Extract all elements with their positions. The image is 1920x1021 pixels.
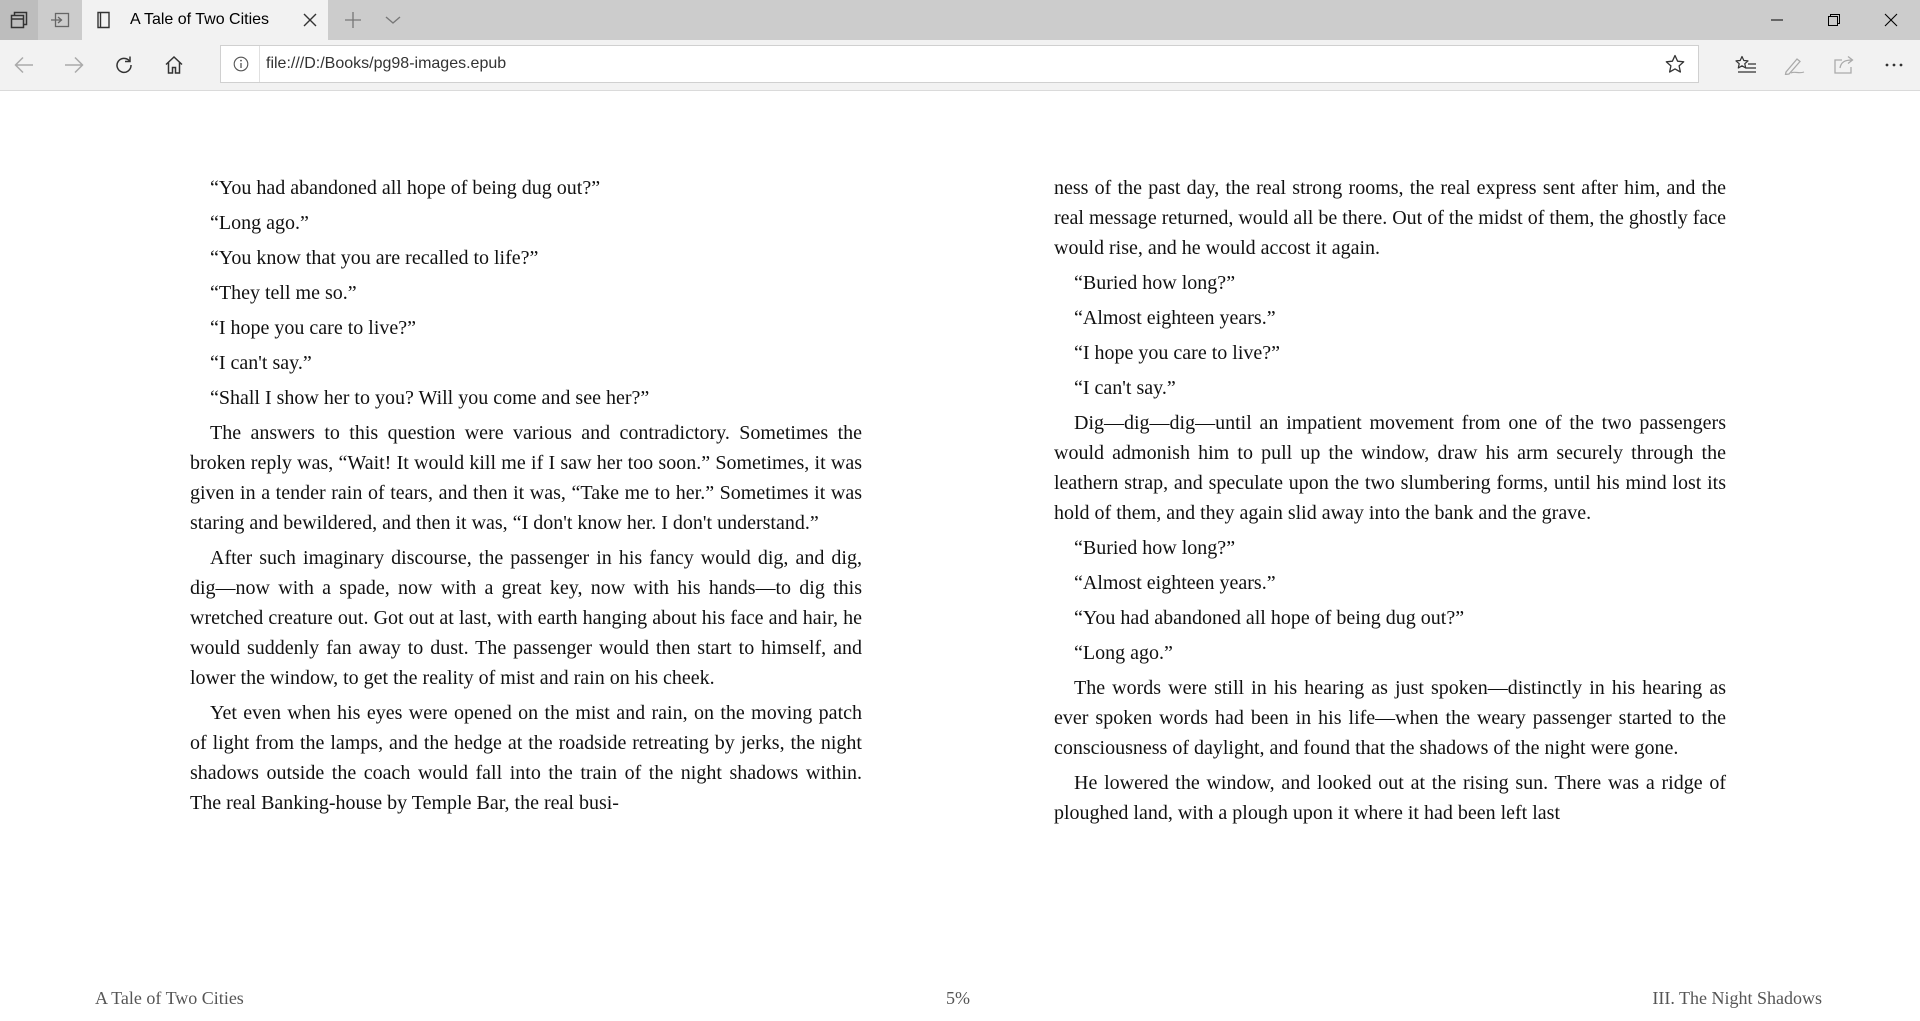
paragraph: “Long ago.”: [210, 212, 309, 234]
tab-strip: [0, 0, 1920, 40]
paragraph: “You know that you are recalled to life?”: [210, 247, 539, 269]
set-aside-tabs-button[interactable]: [40, 0, 80, 40]
epub-reader[interactable]: [0, 91, 1920, 1021]
paragraph: “I hope you care to live?”: [210, 317, 417, 339]
paragraph: “Buried how long?”: [1074, 537, 1236, 559]
new-tab-button[interactable]: [338, 0, 368, 40]
share-button[interactable]: [1820, 40, 1868, 90]
paragraph: He lowered the window, and looked out at the rising sun. There was a ridge of ploughed land, with a plough upon it where it had been left last: [1054, 772, 1726, 824]
left-page: [190, 173, 862, 823]
more-icon: [1884, 62, 1904, 68]
home-icon: [164, 55, 184, 75]
info-icon[interactable]: [231, 54, 251, 74]
footer-chapter-title: III. The Night Shadows: [1652, 988, 1822, 1008]
paragraph: “You had abandoned all hope of being dug out?”: [1074, 607, 1465, 629]
new-tab-icon: [344, 11, 362, 29]
book-icon: [94, 10, 114, 30]
set-aside-tabs-icon: [50, 12, 70, 28]
favorites-icon: [1735, 55, 1757, 75]
forward-icon: [64, 56, 84, 74]
back-icon: [14, 56, 34, 74]
back-button[interactable]: [0, 40, 48, 90]
navigation-bar: [0, 40, 1920, 91]
restore-icon: [1828, 14, 1840, 26]
favorites-button[interactable]: [1722, 40, 1770, 90]
paragraph: “I can't say.”: [210, 352, 312, 374]
paragraph: Yet even when his eyes were opened on the mist and rain, on the moving patch of light from the lamps, and the hedge at the roadside retreating by jerks, the night shadows outside the coach would fall into the train of the night shadows within. The real Banking-house by Temple Bar, the real busi-: [190, 702, 862, 814]
more-button[interactable]: [1870, 40, 1918, 90]
home-button[interactable]: [150, 40, 198, 90]
reading-progress: 5%: [946, 988, 970, 1008]
right-page: [1054, 173, 1726, 833]
paragraph: “They tell me so.”: [210, 282, 357, 304]
footer-book-title: A Tale of Two Cities: [95, 988, 244, 1008]
tab-a-tale-of-two-cities[interactable]: [82, 0, 328, 40]
paragraph: “You had abandoned all hope of being dug out?”: [210, 177, 601, 199]
paragraph: The words were still in his hearing as just spoken—distinctly in his hearing as ever spoken words had been in his life—when the weary passenger started to the consciousness of daylight, and found that the shadows of the night were gone.: [1054, 677, 1726, 759]
paragraph: “I can't say.”: [1074, 377, 1176, 399]
add-favorite-button[interactable]: [1660, 46, 1690, 82]
paragraph: “Long ago.”: [1074, 642, 1173, 664]
paragraph: The answers to this question were various and contradictory. Sometimes the broken reply was, “Wait! It would kill me if I saw her too soon.” Sometimes, it was given in a tender rain of tears, and then it was, “Take me to her.” Sometimes it was staring and bewildered, and then it was, “I don't know her. I don't understand.”: [190, 422, 862, 534]
minimize-button[interactable]: [1749, 0, 1805, 40]
close-window-button[interactable]: [1863, 0, 1919, 40]
close-icon: [1884, 13, 1898, 27]
refresh-button[interactable]: [100, 40, 148, 90]
refresh-icon: [114, 55, 134, 75]
tab-preview-button[interactable]: [378, 0, 408, 40]
address-bar[interactable]: [220, 45, 1699, 83]
pen-icon: [1783, 55, 1805, 75]
chevron-down-icon: [385, 15, 401, 25]
star-icon: [1665, 54, 1685, 74]
minimize-icon: [1771, 14, 1783, 26]
close-icon: [303, 13, 317, 27]
tab-title: A Tale of Two Cities: [130, 11, 270, 28]
tab-close-button[interactable]: [292, 0, 328, 40]
restore-button[interactable]: [1806, 0, 1862, 40]
paragraph: “Almost eighteen years.”: [1074, 572, 1276, 594]
address-separator: [259, 46, 260, 82]
tab-manager-button[interactable]: [0, 0, 38, 40]
url-input[interactable]: [266, 46, 1566, 82]
paragraph: “I hope you care to live?”: [1074, 342, 1281, 364]
paragraph: “Buried how long?”: [1074, 272, 1236, 294]
paragraph: “Almost eighteen years.”: [1074, 307, 1276, 329]
paragraph: After such imaginary discourse, the passenger in his fancy would dig, and dig, dig—now with a spade, now with a great key, now with his hands—to dig this wretched creature out. Got out at last, with earth hanging about his face and hair, he would suddenly fan away to dust. The passenger would then start to himself, and lower the window, to get the reality of mist and rain on his cheek.: [190, 547, 862, 689]
paragraph: ness of the past day, the real strong rooms, the real express sent after him, and the real message returned, would all be there. Out of the midst of them, the ghostly face would rise, and he would accost it again.: [1054, 177, 1727, 259]
share-icon: [1833, 55, 1855, 75]
add-notes-button[interactable]: [1770, 40, 1818, 90]
paragraph: Dig—dig—dig—until an impatient movement from one of the two passengers would admonish him to pull up the window, draw his arm securely through the leathern strap, and speculate upon the two slumbering forms, until his mind lost its hold of them, and they again slid away into the bank and the grave.: [1054, 412, 1726, 524]
tab-manager-icon: [10, 11, 28, 29]
paragraph: “Shall I show her to you? Will you come and see her?”: [210, 387, 650, 409]
forward-button[interactable]: [50, 40, 98, 90]
